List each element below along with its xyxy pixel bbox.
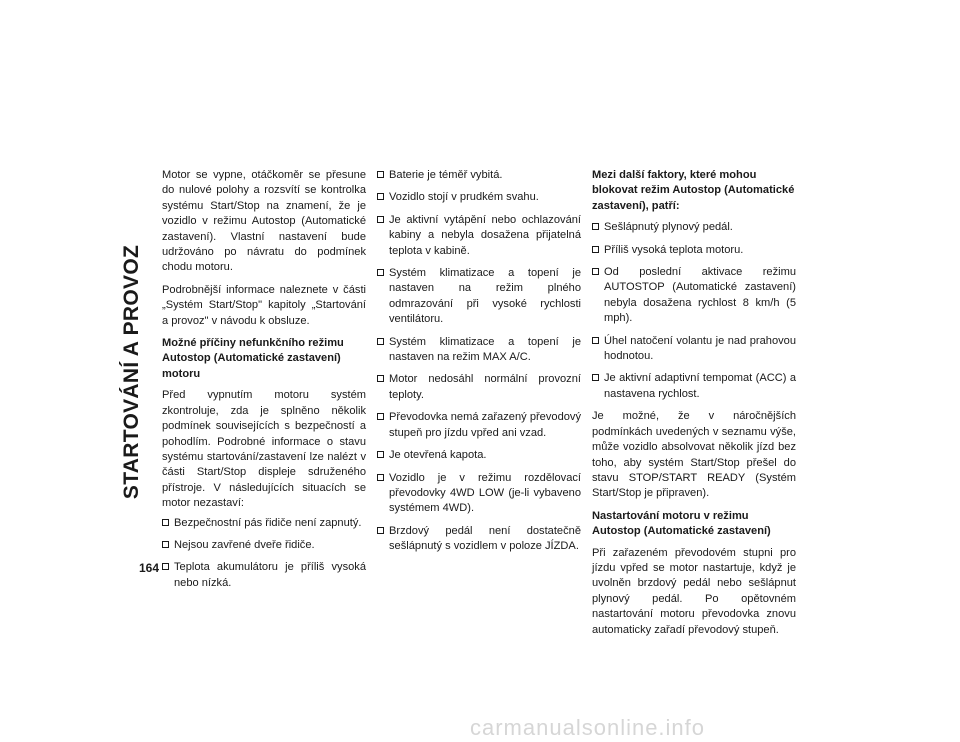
bullet-list <box>592 220 796 402</box>
column-1 <box>162 168 366 598</box>
list-item: Systém klimatizace a topení je nastaven na režim MAX A/C. <box>377 335 581 366</box>
checkbox-square-icon <box>377 451 384 458</box>
subheading: Možné příčiny nefunkčního režimu Autostop (Automatické zastavení) motoru <box>162 337 344 380</box>
list-item: Brzdový pedál není dostatečně sešlápnutý s vozidlem v poloze JÍZDA. <box>377 524 581 555</box>
checkbox-square-icon <box>162 519 169 526</box>
list-item: Teplota akumulátoru je příliš vysoká nebo nízká. <box>162 560 366 591</box>
list-item: Nejsou zavřené dveře řidiče. <box>162 538 366 553</box>
list-item: Motor nedosáhl normální provozní teploty. <box>377 372 581 403</box>
page-number: 164 <box>139 561 160 575</box>
list-item: Příliš vysoká teplota motoru. <box>592 243 796 258</box>
checkbox-square-icon <box>162 563 169 570</box>
paragraph: Je možné, že v náročnějších podmínkách uvedených v seznamu výše, může vozidlo absolvovat několik jízd bez toho, aby systém Start/Stop přešel do stavu STOP/START READY (Systém Start/Stop je připraven). <box>592 410 796 500</box>
checkbox-square-icon <box>377 193 384 200</box>
checkbox-square-icon <box>592 246 599 253</box>
checkbox-square-icon <box>377 216 384 223</box>
list-item: Je otevřená kapota. <box>377 448 581 463</box>
checkbox-square-icon <box>377 171 384 178</box>
column-2 <box>377 168 581 562</box>
checkbox-square-icon <box>592 268 599 275</box>
subheading: Nastartování motoru v režimu Autostop (Automatické zastavení) <box>592 509 771 538</box>
paragraph: Před vypnutím motoru systém zkontroluje, zda je splněno několik podmínek souvisejících s bezpečností a pohodlím. Podrobné informace o stavu systému startování/zastavení lze nalézt v části Start/Stop displeje sdruženého přístroje. V následujících situacích se motor nezastaví: <box>162 389 366 510</box>
bullet-list <box>377 168 581 555</box>
list-item: Vozidlo je v režimu rozdělovací převodovky 4WD LOW (je-li vybaveno systémem 4WD). <box>377 471 581 517</box>
list-item: Systém klimatizace a topení je nastaven na režim plného odmrazování při vysoké rychlosti ventilátoru. <box>377 266 581 328</box>
section-title: STARTOVÁNÍ A PROVOZ <box>120 244 143 500</box>
list-item: Bezpečnostní pás řidiče není zapnutý. <box>162 516 366 531</box>
checkbox-square-icon <box>377 269 384 276</box>
intro-heading: Mezi další faktory, které mohou blokovat režim Autostop (Automatické zastavení), patří: <box>592 169 795 212</box>
paragraph: Při zařazeném převodovém stupni pro jízdu vpřed se motor nastartuje, když je uvolněn brzdový pedál nebo sešlápnut plynový pedál. Po opětovném nastartování motoru převodovka znovu automaticky zařadí převodový stupeň. <box>592 546 796 636</box>
checkbox-square-icon <box>592 223 599 230</box>
checkbox-square-icon <box>162 541 169 548</box>
list-item: Úhel natočení volantu je nad prahovou hodnotou. <box>592 334 796 365</box>
list-item: Převodovka nemá zařazený převodový stupeň pro jízdu vpřed ani vzad. <box>377 410 581 441</box>
checkbox-square-icon <box>377 474 384 481</box>
paragraph: Motor se vypne, otáčkoměr se přesune do nulové polohy a rozsvítí se kontrolka systému Start/Stop na znamení, že je vozidlo v režimu Autostop (Automatické zastavení). Vlastní nastavení bude udržováno po návratu do podmínek chodu motoru. <box>162 169 366 274</box>
checkbox-square-icon <box>377 375 384 382</box>
list-item: Je aktivní vytápění nebo ochlazování kabiny a nebyla dosažena přijatelná teplota v kabině. <box>377 213 581 259</box>
checkbox-square-icon <box>592 337 599 344</box>
paragraph: Podrobnější informace naleznete v části „Systém Start/Stop" kapitoly „Startování a provoz" v návodu k obsluze. <box>162 283 366 327</box>
checkbox-square-icon <box>377 527 384 534</box>
column-3 <box>592 168 796 645</box>
list-item: Vozidlo stojí v prudkém svahu. <box>377 190 581 205</box>
checkbox-square-icon <box>592 374 599 381</box>
bullet-list <box>162 516 366 592</box>
watermark: carmanualsonline.info <box>470 715 706 740</box>
list-item: Sešlápnutý plynový pedál. <box>592 220 796 235</box>
list-item: Je aktivní adaptivní tempomat (ACC) a nastavena rychlost. <box>592 371 796 402</box>
list-item: Baterie je téměř vybitá. <box>377 168 581 183</box>
list-item: Od poslední aktivace režimu AUTOSTOP (Automatické zastavení) nebyla dosažena rychlost 8 km/h (5 mph). <box>592 265 796 327</box>
checkbox-square-icon <box>377 413 384 420</box>
checkbox-square-icon <box>377 338 384 345</box>
